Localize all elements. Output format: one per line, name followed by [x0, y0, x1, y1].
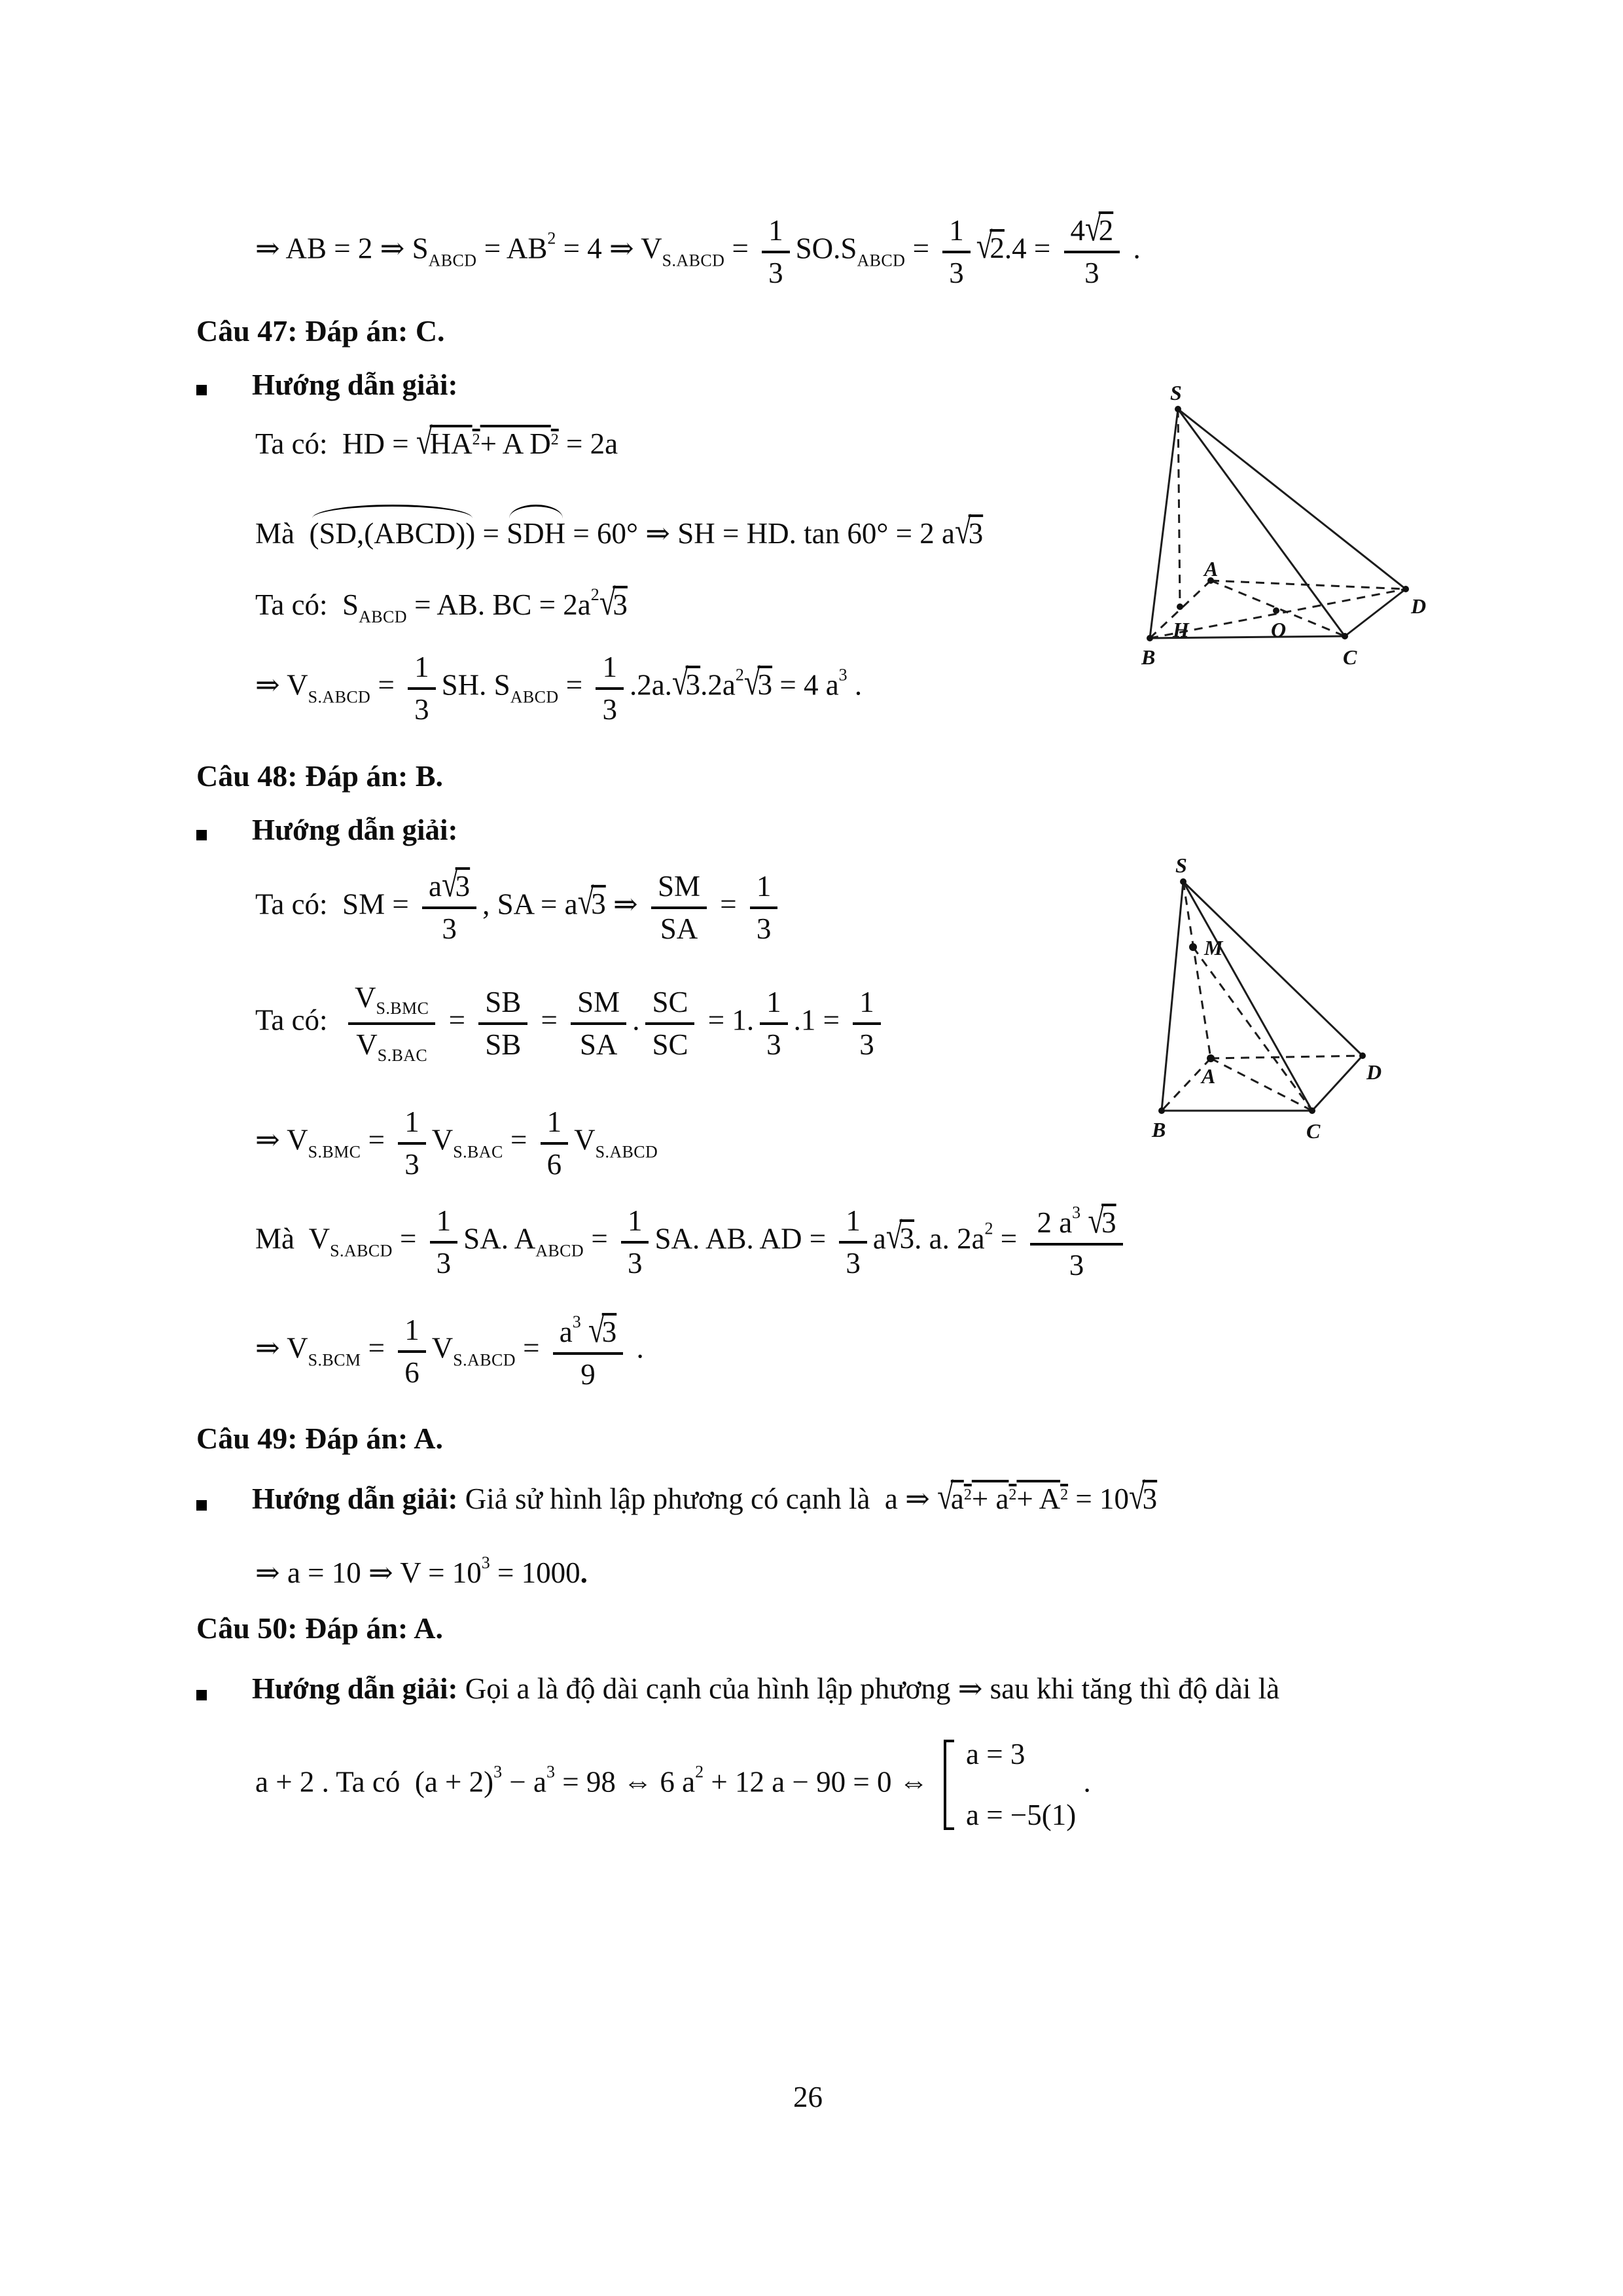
formula-line-q47-4: ⇒ $V_{S.ABCD}$ = $\frac{1}{3}$ SH. $S_{ABCD}$ = $\frac{1}{3}$ $.2a.√3.2a^2√3 = 4$ $a^3$ .: [255, 651, 863, 726]
fig-q47-label-s: S: [1170, 381, 1182, 404]
formula-line-q48-3: ⇒ $V_{S.BMC}$ = $\frac{1}{3}$ $V_{S.BAC}$ = $\frac{1}{6}$ $V_{S.ABCD}$: [255, 1105, 658, 1181]
bullet-q49: [196, 1500, 207, 1511]
formula-line-q48-2: Ta có: $\frac{V_{S.BMC}}{V_{S.BAC}}$ = $\frac{SB}{SB}$ = $\frac{SM}{SA}$ . $\frac{SC}{SC}$ = 1. $\frac{1}{3}$ .1 = $\frac{1}{3}$: [255, 982, 887, 1064]
formula-line-q48-5: ⇒ $V_{S.BCM}$ = $\frac{1}{6}$ $V_{S.ABCD}$ = $\frac{a^3 √3}{9}$ .: [255, 1309, 644, 1391]
formula-line-q49-2: ⇒ a = 10 ⇒ $V = 10^3 = 1000$.: [255, 1553, 588, 1589]
fig-q47-label-h: H: [1173, 618, 1189, 641]
fig-q48-solid-edges: [1162, 882, 1363, 1111]
formula-line-q47-1: Ta có: HD = $√HA^2+ A$ $D^2 = 2a$: [255, 420, 618, 462]
formula-line-q50-2: a + 2 . Ta có $(a + 2)^3 - a^3 = 98$ ⇔ 6 $a^2 + 12$ a − 90 = 0 ⇔ a = 3 a = −5(1) .: [255, 1738, 1091, 1831]
fig-q47-vertex-dots: [1147, 406, 1409, 641]
page-number: 26: [793, 2081, 823, 2113]
fig-q48-pyramid: [1099, 848, 1446, 1162]
fig-q47-label-c: C: [1343, 645, 1357, 669]
formula-line-q48-1: Ta có: SM = $\frac{a√3}{3}$ , SA = a√3 ⇒ $\frac{SM}{SA}$ = $\frac{1}{3}$: [255, 870, 783, 944]
fig-q48-vertex-dots: [1158, 878, 1366, 1114]
bullet-q47: [196, 385, 207, 395]
formula-line-intro: ⇒ AB = 2 ⇒ $S_{ABCD} = AB^2 = 4$ ⇒ $V_{S.ABCD}$ = $\frac{1}{3}$ $SO.S_{ABCD}$ = $\frac{1}{3}$ √2.4 = $\frac{4√2}{3}$ .: [255, 207, 1141, 289]
fig-q48-label-d: D: [1366, 1060, 1382, 1084]
fig-q48-dashed-edges: [1162, 882, 1363, 1111]
fig-q47-label-a: A: [1204, 557, 1219, 581]
fig-q48-label-m: M: [1204, 936, 1223, 960]
formula-line-q47-3: Ta có: $S_{ABCD}$ = AB. BC = $2a^2√3$: [255, 581, 628, 626]
bullet-q48: [196, 830, 207, 840]
formula-line-q49-1: Hướng dẫn giải: Giả sử hình lập phương có cạnh là a ⇒ $√a^2+ a^2+ A^2 = 10√3$: [252, 1475, 1158, 1517]
fig-q47-pyramid: [1113, 350, 1479, 677]
fig-q47-dashed-edges: [1150, 409, 1406, 638]
fig-q48-label-b: B: [1152, 1118, 1166, 1141]
bullet-q50: [196, 1690, 207, 1700]
fig-q47-label-o: O: [1271, 618, 1287, 641]
fig-q47-label-b: B: [1141, 645, 1156, 669]
fig-q47-solid-edges: [1150, 409, 1406, 638]
heading-q50: Câu 50: Đáp án: A.: [196, 1611, 444, 1645]
fig-q48-label-a: A: [1202, 1064, 1216, 1088]
heading-q48: Câu 48: Đáp án: B.: [196, 759, 444, 793]
fig-q48-label-c: C: [1306, 1119, 1321, 1143]
formula-line-q47-2: Mà (SD,(ABCD)) = SDH = 60° ⇒ SH = HD. tan 60° = 2 a√3: [255, 510, 984, 552]
heading-q47: Câu 47: Đáp án: C.: [196, 314, 445, 348]
guide-label-q48: Hướng dẫn giải:: [252, 814, 458, 846]
formula-line-q50-1: Hướng dẫn giải: Gọi a là độ dài cạnh của hình lập phương ⇒ sau khi tăng thì độ dài là: [252, 1672, 1280, 1705]
fig-q47-label-d: D: [1411, 594, 1427, 618]
guide-label-q47: Hướng dẫn giải:: [252, 368, 458, 401]
heading-q49: Câu 49: Đáp án: A.: [196, 1422, 444, 1455]
formula-line-q48-4: Mà $V_{S.ABCD}$ = $\frac{1}{3}$ SA. $A_{ABCD}$ = $\frac{1}{3}$ SA. AB. AD = $\frac{1}{3}$ a√3. a. $2a^2$ = $\frac{2 a^3 √3}{3}$: [255, 1203, 1129, 1280]
fig-q48-label-s: S: [1175, 853, 1187, 877]
